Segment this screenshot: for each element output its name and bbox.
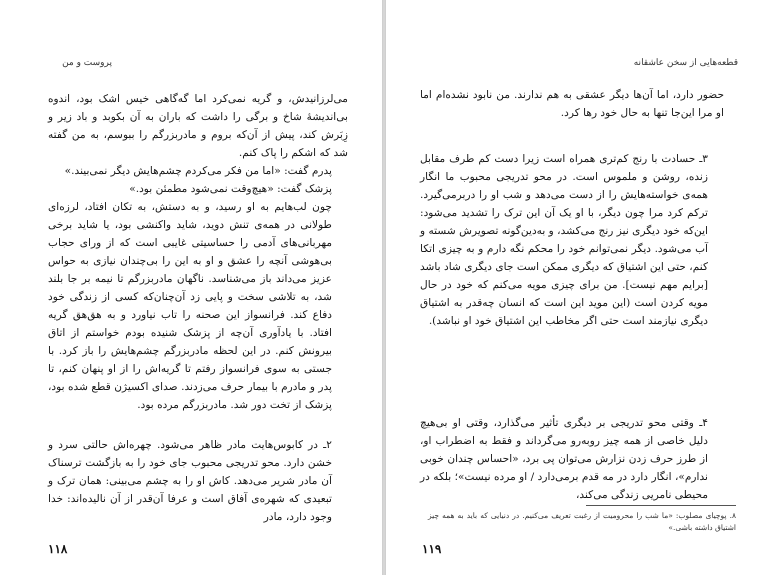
- paragraph: چون لب‌هایم به او رسید، و به دستش، به تکان افتاد، لرزه‌ای طولانی در همه‌ی تنش دوید، شاید واکنشی بود، یا شاید برخی مهربانی‌های آدمی را حساسیتی غایبی است که از ورای حجاب بی‌هوشی آنچه را عشق و او به این را بی‌چندان نیازی به حواس عزیز می‌داند باز می‌شناسد. ناگهان مادربزرگم تا نیمه بر جا بلند شد، به تلاشی سخت و پایی زد آن‌چنان‌که کسی از زندگی خود دفاع کند. فرانسواز این صحنه را تاب نیاورد و به هق‌هق گریه افتاد. با یادآوری آن‌چه از پزشک شنیده بودم خواستم از اتاق بیرونش کنم. در این لحظه مادربزرگم چشم‌هایش را باز کرد. با جستی به سوی فرانسواز رفتم تا گریه‌اش را از او پنهان کنم، تا پدر و مادرم با بیمار حرف می‌زدند. صدای اکسیژن قطع شده بود، پزشک از تخت دور شد. مادربزرگم مرده بود.: [48, 201, 332, 411]
- body-text: [420, 150, 724, 330]
- footnote-divider: [586, 505, 736, 506]
- paragraph: می‌لرزانیدش، و گریه نمی‌کرد اما گه‌گاهی خیس اشک بود، اندوه بی‌اندیشهٔ شاخ و برگی را داشت که باران به آن بکوبد و باد زیر و زِبَرش کند، پیش از آن‌که بروم و مادربزرگم را ببوسم، به من گفته شد که اشکم را پاک کنم.: [48, 93, 348, 159]
- running-header: پروست و من: [62, 58, 112, 68]
- paragraph: ۳ـ حسادت با رنج کم‌تری همراه است زیرا دست کم طرف مقابل زنده، روشن و ملموس است. در محو تدریجی محبوب ما انگار همه‌ی خواسته‌هایش را از دست می‌دهد و شب او را دربرمی‌گیرد. ترکم کرد مرا چون دیگر، با او یک آن این ترک را تشدید می‌شود: این‌که خود دیگری نیز رنج می‌کشد، و به‌دین‌گونه تصویرش شسته و آب می‌شود. دیگر نمی‌توانم خود را محکم نگه دارم و به چیزی اتکا کنم، حتی این اشتیاق که دیگری ممکن است جای دیگری شاد باشد [برایم مهم نیست]. من برای چیزی مویه می‌کنم که خود در حال مویه کردن است (این موید این است که انسان چه‌قدر به اشتیاق دیگری نیازمند است حتی اگر مخاطب این اشتیاق خود او نباشد).: [420, 153, 708, 327]
- page-number: ۱۱۸: [48, 542, 68, 556]
- paragraph: حضور دارد، اما آن‌ها دیگر عشقی به هم ندارند. من نابود نشده‌ام اما او مرا این‌جا تنها به حال خود رها کرد.: [420, 89, 724, 119]
- page-number: ۱۱۹: [422, 542, 442, 556]
- paragraph: پزشک گفت: «هیچ‌وقت نمی‌شود مطمئن بود.»: [129, 183, 332, 195]
- body-text: [420, 414, 724, 504]
- paragraph: ۲ـ در کابوس‌هایت مادر ظاهر می‌شود. چهره‌اش حالتی سرد و خشن دارد. محو تدریجی محبوب جای خود را به بازگشت ترسناک آن مادر شریر می‌دهد. کاش او را به چشم می‌بینی: همان ترک و تبعیدی که شهره‌ی آفاق است و عرفا آن‌قدر از آن نالیده‌اند: خدا وجود دارد، مادر: [48, 439, 332, 523]
- body-text: [48, 436, 348, 526]
- footnote: ۸. پوچیای مصلوب: «ما شب را محرومیت از رغبت تعریف می‌کنیم. در دنیایی که باید به همه چیز اشتیاق داشته باشی.»: [428, 511, 736, 532]
- body-text: [420, 86, 724, 122]
- running-header: قطعه‌هایی از سخن عاشقانه: [633, 58, 738, 68]
- left-page: [0, 0, 383, 575]
- paragraph: ۴ـ وقتی محو تدریجی بر دیگری تأثیر می‌گذارد، وقتی او بی‌هیچ دلیل خاصی از همه چیز روبه‌رو می‌گرداند و فقط به اضطراب او، از طرز حرف زدن نزارش می‌توان پی برد، «احساس چندان خوبی ندارم»، انگار دارد در مه قدم برمی‌دارد / او مرده نیست»؛ بلکه در محیطی نامریی زندگی می‌کند،: [420, 417, 708, 501]
- right-page: [385, 0, 768, 575]
- body-text: [48, 90, 348, 414]
- paragraph: پدرم گفت: «اما من فکر می‌کردم چشم‌هایش دیگر نمی‌بیند.»: [64, 165, 332, 177]
